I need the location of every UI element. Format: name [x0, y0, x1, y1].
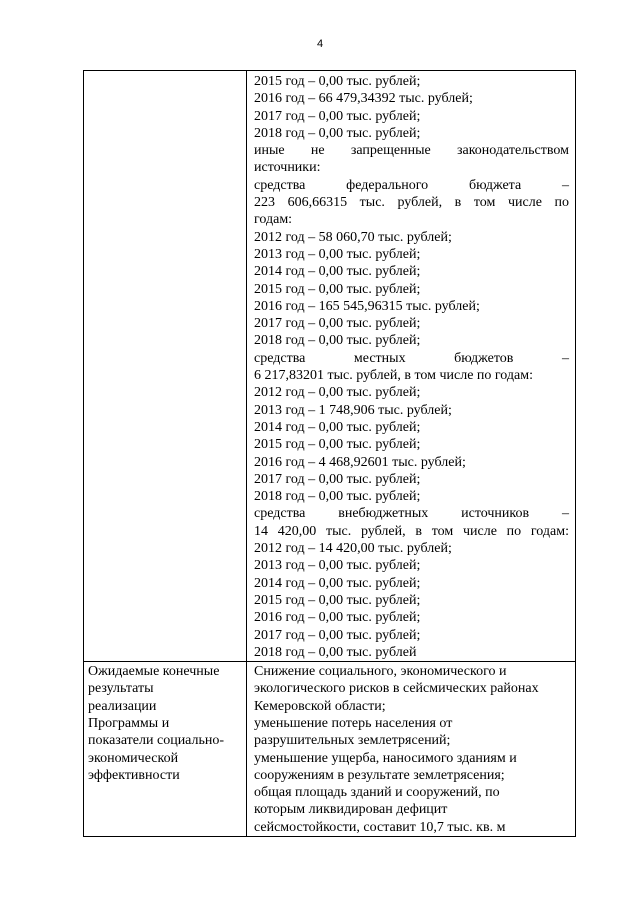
page-number: 4 — [316, 38, 324, 50]
row2-right-cell — [247, 662, 576, 837]
text-line: 2015 год – 0,00 тыс. рублей; — [254, 437, 421, 453]
text-line: Кемеровской области; — [254, 698, 386, 714]
text-line: 2017 год – 0,00 тыс. рублей; — [254, 471, 421, 487]
text-line: разрушительных землетрясений; — [254, 733, 451, 749]
text-line: Снижение социального, экономического и — [254, 664, 507, 680]
text-line: 2018 год – 0,00 тыс. рублей; — [254, 333, 421, 349]
text-line: годам: — [254, 212, 293, 228]
text-line: 223 606,66315 тыс. рублей, в том числе по — [254, 195, 569, 211]
text-line: 2014 год – 0,00 тыс. рублей; — [254, 419, 421, 435]
text-line: 14 420,00 тыс. рублей, в том числе по годам: — [254, 523, 569, 539]
text-line: 2015 год – 0,00 тыс. рублей; — [254, 281, 421, 297]
table-row-expected-results — [84, 662, 576, 837]
text-line: 2015 год – 0,00 тыс. рублей; — [254, 74, 421, 89]
text-line: 6 217,83201 тыс. рублей, в том числе по годам: — [254, 368, 533, 384]
text-line: Ожидаемые конечные — [88, 664, 220, 680]
text-line: 2018 год – 0,00 тыс. рублей; — [254, 489, 421, 505]
passport-table — [83, 70, 576, 837]
text-line: 2014 год – 0,00 тыс. рублей; — [254, 575, 421, 591]
text-line: средства внебюджетных источников – — [254, 506, 569, 522]
text-line: 2017 год – 0,00 тыс. рублей; — [254, 627, 421, 643]
text-line: средства местных бюджетов – — [254, 350, 569, 366]
text-line: 2018 год – 0,00 тыс. рублей; — [254, 125, 421, 141]
text-line: уменьшение потерь населения от — [254, 715, 453, 731]
text-line: иные не запрещенные законодательством — [254, 143, 569, 159]
text-line: эффективности — [88, 767, 180, 783]
text-line: 2013 год – 0,00 тыс. рублей; — [254, 558, 421, 574]
text-line: 2016 год – 66 479,34392 тыс. рублей; — [254, 91, 473, 107]
text-line: источники: — [254, 160, 321, 176]
text-line: 2017 год – 0,00 тыс. рублей; — [254, 108, 421, 124]
table-row-financing — [84, 71, 576, 662]
text-line: средства федерального бюджета – — [254, 177, 569, 193]
text-line: уменьшение ущерба, наносимого зданиям и — [254, 750, 517, 766]
text-line: 2012 год – 0,00 тыс. рублей; — [254, 385, 421, 401]
text-line: 2013 год – 0,00 тыс. рублей; — [254, 246, 421, 262]
text-line: 2012 год – 14 420,00 тыс. рублей; — [254, 541, 452, 557]
text-line: 2017 год – 0,00 тыс. рублей; — [254, 316, 421, 332]
text-line: результаты — [88, 681, 154, 697]
text-line: 2015 год – 0,00 тыс. рублей; — [254, 592, 421, 608]
text-line: 2016 год – 165 545,96315 тыс. рублей; — [254, 298, 480, 314]
row2-left-cell — [84, 662, 247, 837]
text-line: экологического рисков в сейсмических районах — [254, 681, 539, 697]
text-line: 2013 год – 1 748,906 тыс. рублей; — [254, 402, 452, 418]
row1-left-cell — [84, 71, 247, 662]
text-line: реализации — [88, 698, 157, 714]
text-line: показатели социально- — [88, 733, 225, 749]
row1-right-cell — [247, 71, 576, 662]
text-line: Программы и — [88, 715, 170, 731]
text-line: 2012 год – 58 060,70 тыс. рублей; — [254, 229, 452, 245]
text-line: сейсмостойкости, составит 10,7 тыс. кв. м — [254, 819, 506, 835]
text-line: сооружениям в результате землетрясения; — [254, 767, 505, 783]
text-line: 2014 год – 0,00 тыс. рублей; — [254, 264, 421, 280]
text-line: 2018 год – 0,00 тыс. рублей — [254, 644, 417, 660]
text-line: общая площадь зданий и сооружений, по — [254, 785, 500, 801]
text-line: 2016 год – 0,00 тыс. рублей; — [254, 610, 421, 626]
text-line: экономической — [88, 750, 179, 766]
text-line: которым ликвидирован дефицит — [254, 802, 448, 818]
text-line: 2016 год – 4 468,92601 тыс. рублей; — [254, 454, 466, 470]
